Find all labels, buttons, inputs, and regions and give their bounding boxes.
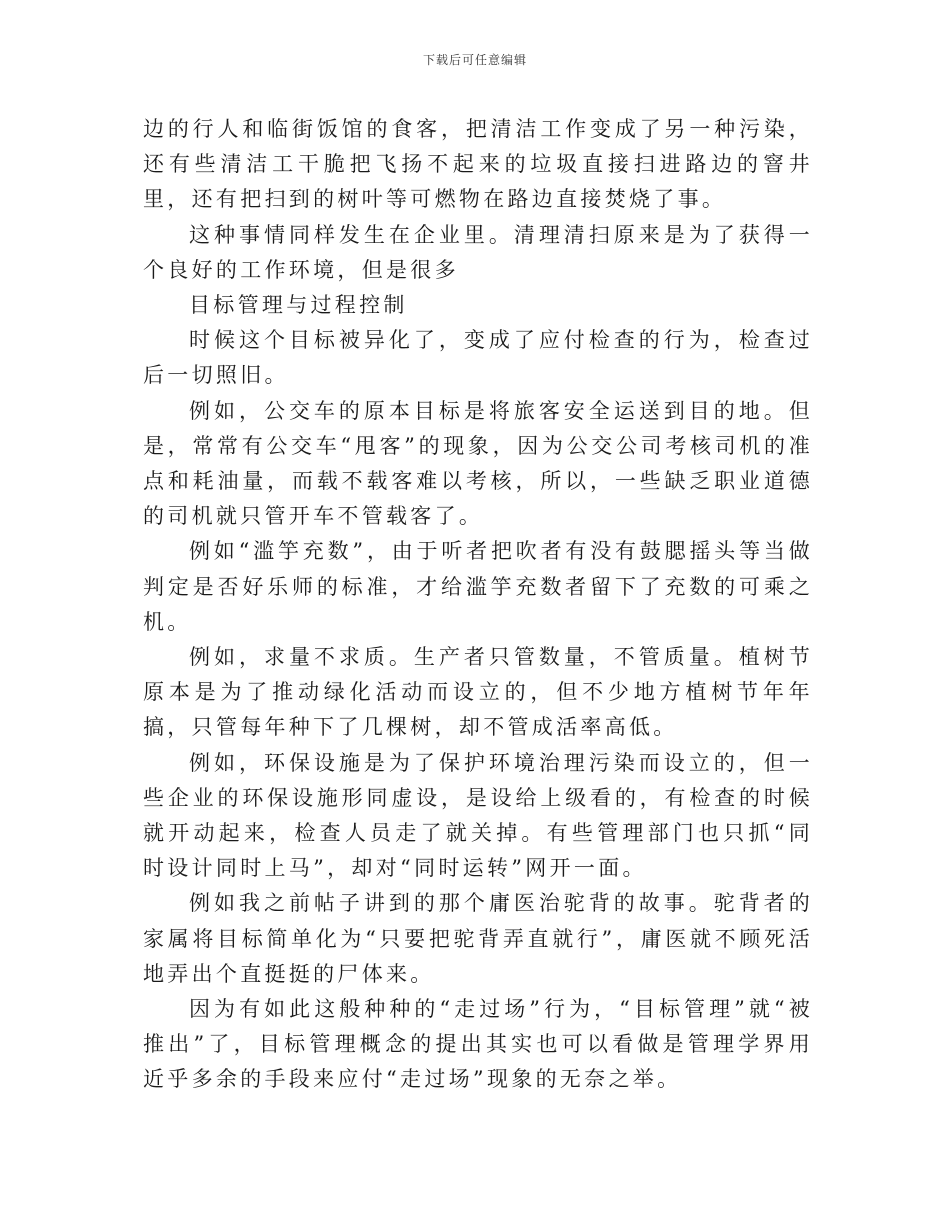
paragraph-7: 例如，环保设施是为了保护环境治理污染而设立的，但一些企业的环保设施形同虚设，是设给上级看的，有检查的时候就开动起来，检查人员走了就关掉。有些管理部门也只抓“同时设计同时上马”，却对“同时运转”网开一面。 — [143, 750, 813, 881]
paragraph-6: 例如，求量不求质。生产者只管数量，不管质量。植树节原本是为了推动绿化活动而设立的，但不少地方植树节年年搞，只管每年种下了几棵树，却不管成活率高低。 — [143, 645, 813, 740]
paragraph-5: 例如“滥竽充数”，由于听者把吹者有没有鼓腮摇头等当做判定是否好乐师的标准，才给滥竽充数者留下了充数的可乘之机。 — [143, 539, 813, 634]
paragraph-8: 例如我之前帖子讲到的那个庸医治驼背的故事。驼背者的家属将目标简单化为“只要把驼背弄直就行”，庸医就不顾死活地弄出个直挺挺的尸体来。 — [143, 891, 813, 986]
page-header: 下载后可任意编辑 — [422, 53, 527, 67]
document-body — [143, 112, 813, 1098]
section-heading: 目标管理与过程控制 — [189, 293, 408, 318]
paragraph-2: 这种事情同样发生在企业里。清理清扫原来是为了获得一个良好的工作环境，但是很多 — [143, 222, 813, 282]
paragraph-9: 因为有如此这般种种的“走过场”行为，“目标管理”就“被推出”了，目标管理概念的提出其实也可以看做是管理学界用近乎多余的手段来应付“走过场”现象的无奈之举。 — [143, 997, 813, 1092]
paragraph-1: 边的行人和临街饭馆的食客，把清洁工作变成了另一种污染，还有些清洁工干脆把飞扬不起来的垃圾直接扫进路边的窨井里，还有把扫到的树叶等可燃物在路边直接焚烧了事。 — [143, 117, 813, 212]
paragraph-4: 例如，公交车的原本目标是将旅客安全运送到目的地。但是，常常有公交车“甩客”的现象，因为公交公司考核司机的准点和耗油量，而载不载客难以考核，所以，一些缺乏职业道德的司机就只管开车不管载客了。 — [143, 398, 813, 529]
paragraph-3: 时候这个目标被异化了，变成了应付检查的行为，检查过后一切照旧。 — [143, 328, 813, 388]
